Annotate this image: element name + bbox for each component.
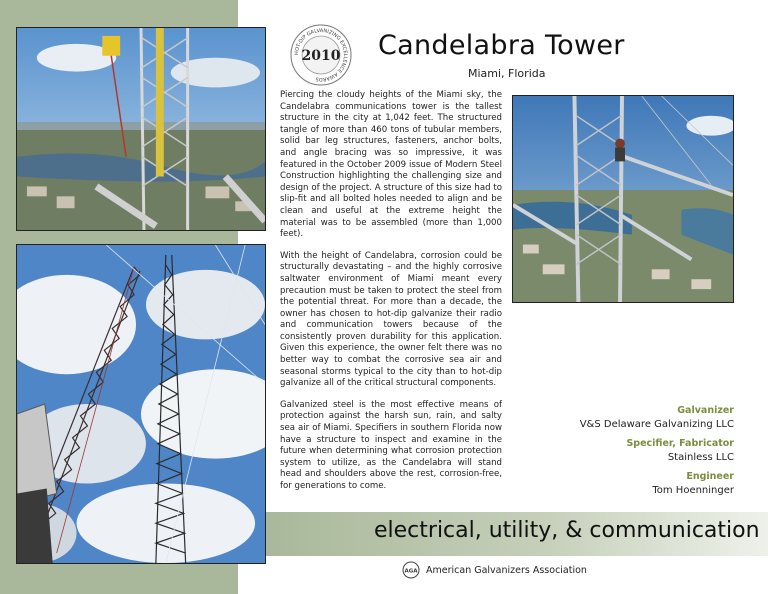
credit-name-specifier: Stainless LLC (667, 452, 734, 463)
footer-organization: American Galvanizers Association (426, 564, 587, 576)
award-seal (290, 24, 352, 86)
credit-name-galvanizer: V&S Delaware Galvanizing LLC (579, 419, 734, 430)
paragraph: Piercing the cloudy heights of the Miami sky, the Candelabra communications tower is the tallest structure in the city at 1,042 feet. The structured tangle of more than 460 tons of tubular members, solid bar leg structures, fasteners, anchor bolts, and angle bracing was so impressive, it was featured in the October 2009 issue of Modern Steel Construction highlighting the challenging size and design of the project. A structure of this size had to slip-fit and all bolted holes needed to align and be clean and useful at the extreme height the material was to be assembled (more than 1,000 feet). (280, 90, 502, 240)
paragraph: With the height of Candelabra, corrosion could be structurally devastating – and the highly corrosive saltwater environment of Miami meant every precaution must be taken to protect the steel from the potential threat. For more than a decade, the owner has chosen to hot-dip galvanize their radio and communication towers because of the consistently proven durability for this application. Given this experience, the owner felt there was no better way to combat the corrosive sea air and seasonal storms typical to the city than to hot-dip galvanize all of the critical structural components. (280, 250, 502, 389)
paragraph: Galvanized steel is the most effective means of protection against the harsh sun, rain, and salty sea air of Miami. Specifiers in southern Florida now have a structure to inspect and examine in the future when determining what corrosion protection system to utilize, as the Candelabra will stand head and shoulders above the rest, corrosion-free, for generations to come. (280, 399, 502, 491)
project-location: Miami, Florida (468, 67, 546, 80)
tower-sky-photo (16, 244, 266, 564)
page-title: Candelabra Tower (378, 30, 625, 61)
category-banner-text: electrical, utility, & communication (374, 518, 760, 543)
seal-ring-text: HOT-DIP GALVANIZING EXCELLENCE AWARDS (293, 27, 349, 83)
tower-top-photo (16, 27, 266, 231)
credit-name-engineer: Tom Hoenninger (652, 485, 734, 496)
credit-role-engineer: Engineer (686, 471, 734, 482)
credit-role-galvanizer: Galvanizer (677, 405, 734, 416)
tower-platform-photo (512, 95, 734, 303)
footer (402, 561, 587, 579)
article-body (280, 90, 502, 503)
aga-logo-icon (402, 561, 420, 579)
seal-year: 2010 (301, 48, 341, 64)
aga-logo-text: AGA (404, 568, 418, 575)
project-credits (494, 405, 734, 496)
credit-role-specifier: Specifier, Fabricator (626, 438, 734, 449)
